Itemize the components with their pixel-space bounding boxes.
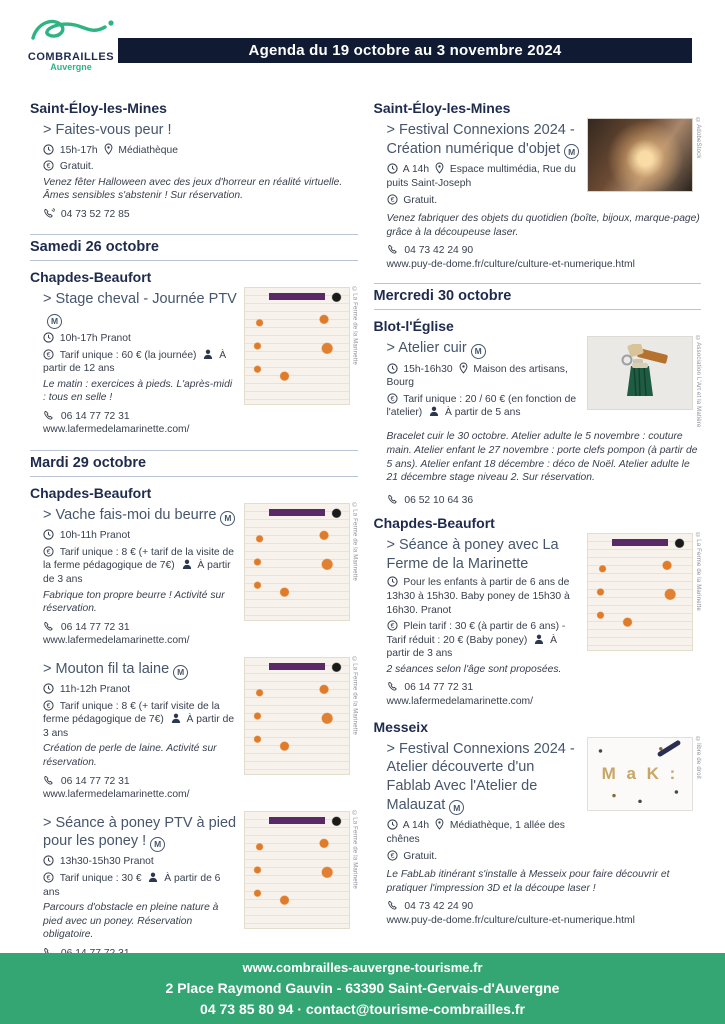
city-heading: Chapdes-Beaufort <box>30 269 152 286</box>
event-description: 2 séances selon l'âge sont proposées. <box>386 663 562 675</box>
phone-number: 04 73 42 24 90 <box>404 901 474 913</box>
event-text <box>43 118 358 223</box>
event-text <box>387 118 582 209</box>
event-vache-beurre <box>30 503 358 650</box>
ferme-marinette-flyer-image <box>244 811 350 929</box>
m-circle-icon: M <box>220 511 235 526</box>
logo-squiggle-icon <box>25 35 117 52</box>
m-circle-icon: M <box>173 665 188 680</box>
price-text: Tarif unique : 8 € (+ tarif de la visite de la ferme pédagogique de 7€) <box>43 546 234 572</box>
euro-icon <box>43 160 54 171</box>
price-line <box>43 546 238 587</box>
phone-number: 06 14 77 72 31 <box>60 410 130 422</box>
footer-banner <box>0 953 725 1024</box>
event-image-block <box>587 118 701 209</box>
price-text: Gratuit. <box>403 850 438 862</box>
phone-line <box>43 775 238 802</box>
event-title-text: > Faites-vous peur ! <box>43 122 172 138</box>
event-title-text: > Festival Connexions 2024 - Atelier découverte d'un Fablab Avec l'Atelier de Malauzat <box>386 740 575 813</box>
phone-line <box>387 900 702 927</box>
clock-icon <box>387 363 398 374</box>
price-line <box>387 393 582 420</box>
time-text: 10h-17h Pranot <box>59 332 131 344</box>
age-text: À partir de 6 ans <box>43 873 221 898</box>
age-text: À partir de 12 ans <box>43 349 227 375</box>
euro-icon <box>387 620 398 631</box>
footer-website[interactable]: www.combrailles-auvergne-tourisme.fr <box>242 960 483 975</box>
location-pin-icon <box>104 143 113 155</box>
laser-cutting-photo <box>587 118 693 192</box>
website-link[interactable]: www.lafermedelamarinette.com/ <box>43 424 190 436</box>
time-text: 11h-12h Pranot <box>59 684 131 696</box>
photo-text: M a K : <box>601 763 679 783</box>
event-title-text: > Mouton fil ta laine <box>43 661 170 678</box>
website-link[interactable]: www.puy-de-dome.fr/culture/culture-et-numerique.html <box>386 258 635 270</box>
footer-contact[interactable]: 04 73 85 80 94 · contact@tourisme-combrailles.fr <box>200 1001 525 1017</box>
event-stage-cheval <box>30 287 358 439</box>
euro-icon <box>387 194 398 205</box>
date-header-mercredi-30: Mercredi 30 octobre <box>374 283 702 310</box>
phone-line <box>43 208 358 222</box>
image-credit: ©La Ferme de la Marinette <box>695 533 701 612</box>
phone-line <box>43 621 238 648</box>
make-letters-photo <box>587 737 693 811</box>
time-text: 13h30-15h30 Pranot <box>59 856 154 868</box>
image-credit: ©AdobeStock <box>695 118 701 159</box>
time-line <box>43 855 238 869</box>
place-text: Médiathèque <box>118 144 178 156</box>
event-image-block <box>244 287 358 439</box>
phone-number: 06 52 10 64 36 <box>404 494 474 506</box>
agenda-content <box>30 92 701 983</box>
euro-icon <box>387 850 398 861</box>
phone-icon <box>43 775 55 786</box>
city-heading: Blot-l'Église <box>373 317 454 334</box>
event-image-block <box>587 533 701 711</box>
event-fablab-messeix <box>374 737 702 865</box>
event-atelier-cuir <box>374 336 702 428</box>
website-link[interactable]: www.puy-de-dome.fr/culture/culture-et-numerique.html <box>386 914 635 926</box>
agenda-title: Agenda du 19 octobre au 3 novembre 2024 <box>248 42 562 59</box>
euro-icon <box>43 700 54 711</box>
event-title <box>387 536 582 573</box>
person-icon <box>534 634 544 645</box>
event-image-block <box>244 657 358 804</box>
event-description: Création de perle de laine. Activité sur réservation. <box>43 743 217 768</box>
event-mouton-laine <box>30 657 358 804</box>
photo-decor <box>657 739 682 757</box>
clock-icon <box>387 819 398 830</box>
location-pin-icon <box>435 162 444 174</box>
event-title-text: > Atelier cuir <box>386 339 467 356</box>
logo-title: COMBRAILLES <box>27 51 115 63</box>
location-pin-icon <box>435 818 444 830</box>
price-text: Plein tarif : 30 € (à partir de 6 ans) - Tarif réduit : 20 € (Baby poney) <box>386 621 566 646</box>
image-credit: ©La Ferme de la Marinette <box>351 503 358 582</box>
phone-icon <box>43 621 55 632</box>
right-column <box>374 92 702 983</box>
euro-icon <box>43 872 54 883</box>
time-line <box>43 529 238 543</box>
event-description: Fabrique ton propre beurre ! Activité sur réservation. <box>43 589 225 615</box>
svg-text:€: € <box>46 351 51 359</box>
event-description: Le FabLab itinérant s'installe à Messeix pour faire découvrir et pratiquer l'impression 3D et la découpe laser ! <box>386 869 670 894</box>
age-text: À partir de 3 ans <box>43 560 231 585</box>
phone-number: 06 14 77 72 31 <box>60 775 130 787</box>
person-icon <box>203 349 213 360</box>
clock-icon <box>387 576 398 587</box>
date-header-samedi-26: Samedi 26 octobre <box>30 234 358 261</box>
event-seance-poney-marinette <box>374 533 702 711</box>
event-title <box>43 121 358 140</box>
event-title-text: > Séance à poney avec La Ferme de la Marinette <box>386 537 559 572</box>
event-text <box>43 657 238 804</box>
svg-text:€: € <box>390 395 394 403</box>
svg-text:€: € <box>46 548 51 556</box>
price-line <box>43 700 238 741</box>
website-link[interactable]: www.lafermedelamarinette.com/ <box>386 696 533 708</box>
price-line <box>43 160 358 174</box>
logo-subtitle: Auvergne <box>50 62 92 72</box>
event-title <box>43 506 238 526</box>
event-image-block <box>244 503 358 650</box>
m-circle-icon: M <box>47 314 62 329</box>
person-icon <box>148 872 158 883</box>
event-atelier-cuir-extra <box>374 430 702 507</box>
event-image-block <box>587 336 701 428</box>
m-circle-icon: M <box>150 837 165 852</box>
svg-text:€: € <box>46 702 51 710</box>
phone-number: 06 14 77 72 31 <box>60 621 130 633</box>
image-credit: ©La Ferme de la Marinette <box>351 287 358 366</box>
time-text: 10h-11h Pranot <box>59 530 131 542</box>
agenda-title-banner <box>118 38 692 63</box>
svg-text:€: € <box>390 196 394 204</box>
person-icon <box>171 713 181 724</box>
age-text: À partir de 5 ans <box>444 407 521 419</box>
m-circle-icon: M <box>449 800 464 815</box>
m-circle-icon: M <box>471 344 486 359</box>
clock-icon <box>43 144 54 155</box>
event-description: Bracelet cuir le 30 octobre. Atelier adulte le 5 novembre : couture main. Atelier enfant le 27 novembre : porte clefs pompon (à partir de 5 ans). Atelier enfant 18 décembre : déco de Noël. Atelier adulte le 21 décembre stage niveau 2. Sur réservation. <box>386 431 698 484</box>
city-heading: Saint-Éloy-les-Mines <box>373 100 511 116</box>
price-line <box>43 872 238 899</box>
event-title <box>43 814 238 852</box>
location-pin-icon <box>459 362 468 374</box>
image-credit: ©La Ferme de la Marinette <box>351 810 358 889</box>
event-text <box>387 336 582 428</box>
time-line <box>387 576 582 617</box>
price-text: Tarif unique : 20 / 60 € (en fonction de l'atelier) <box>386 393 577 419</box>
time-text: 15h-17h <box>59 144 98 156</box>
age-text: À partir de 3 ans <box>386 634 557 660</box>
price-text: Tarif unique : 60 € (la journée) <box>59 349 197 361</box>
place-text: Médiathèque, 1 allée des chênes <box>386 820 565 846</box>
city-heading: Chapdes-Beaufort <box>373 515 495 532</box>
age-text: À partir de 3 ans <box>43 714 235 739</box>
phone-line <box>387 244 702 271</box>
price-text: Tarif unique : 30 € <box>59 873 142 884</box>
event-title-text: > Séance à poney PTV à pied pour les poney ! <box>43 814 237 850</box>
price-text: Tarif unique : 8 € (+ tarif visite de la ferme pédagogique de 7€) <box>43 700 220 726</box>
clock-icon <box>387 163 398 174</box>
city-heading: Saint-Éloy-les-Mines <box>30 100 167 116</box>
image-credit: ©La Ferme de la Marinette <box>351 657 358 736</box>
event-fablab-extra <box>374 868 702 928</box>
svg-text:€: € <box>390 623 394 631</box>
leather-tassel-photo <box>587 336 693 410</box>
clock-icon <box>43 529 54 540</box>
price-line <box>387 194 582 208</box>
clock-icon <box>43 332 54 343</box>
time-place-line <box>43 143 358 158</box>
time-place-line <box>387 362 582 390</box>
event-text <box>43 811 238 976</box>
phone-icon <box>387 900 399 911</box>
event-title-text: > Festival Connexions 2024 - Création numérique d'objet <box>386 122 575 157</box>
price-line <box>387 620 582 661</box>
price-line <box>387 850 582 864</box>
date-header-mardi-29: Mardi 29 octobre <box>30 450 358 477</box>
time-line <box>43 683 238 697</box>
website-link[interactable]: www.lafermedelamarinette.com/ <box>43 789 190 801</box>
person-icon <box>182 559 192 570</box>
time-text: 15h-16h30 <box>403 363 453 375</box>
event-title-text: > Vache fais-moi du beurre <box>43 507 217 524</box>
ferme-marinette-flyer-image <box>244 657 350 775</box>
ferme-marinette-flyer-image <box>587 533 693 651</box>
image-credit: ©libre de droit <box>695 736 701 779</box>
event-title <box>43 660 238 680</box>
event-description: Venez fabriquer des objets du quotidien (boîte, bijoux, marque-page) grâce à la découpeuse laser. <box>386 213 700 238</box>
place-text: Espace multimédia, Rue du puits Saint-Joseph <box>386 164 576 190</box>
phone-line <box>43 410 238 437</box>
event-text <box>387 533 582 711</box>
svg-text:€: € <box>46 874 51 882</box>
image-credit: ©Association L'Art et la Matière <box>695 335 701 428</box>
price-text: Gratuit. <box>403 194 438 206</box>
svg-text:€: € <box>46 163 51 171</box>
website-link[interactable]: www.lafermedelamarinette.com/ <box>43 635 190 647</box>
event-title <box>43 290 238 328</box>
event-description: Venez fêter Halloween avec des jeux d'horreur en réalité virtuelle. Âmes sensibles s'abstenir ! Sur réservation. <box>43 176 343 202</box>
event-text <box>43 287 238 439</box>
phone-number: 04 73 42 24 90 <box>404 245 474 257</box>
clock-icon <box>43 683 54 694</box>
phone-icon <box>43 208 55 219</box>
euro-icon <box>43 546 54 557</box>
phone-line <box>387 681 582 708</box>
city-heading: Chapdes-Beaufort <box>30 485 152 502</box>
event-title <box>387 339 582 359</box>
phone-icon <box>387 244 399 255</box>
event-text <box>387 737 582 865</box>
phone-icon <box>43 410 55 421</box>
event-text <box>43 503 238 650</box>
euro-icon <box>387 393 398 404</box>
time-line <box>43 332 238 346</box>
clock-icon <box>43 855 54 866</box>
event-festival-connexions-creation <box>374 118 702 209</box>
place-text: Maison des artisans, Bourg <box>386 363 568 389</box>
phone-icon <box>387 681 399 692</box>
combrailles-logo <box>16 12 126 72</box>
time-text: A 14h <box>402 164 430 176</box>
svg-text:€: € <box>390 852 394 860</box>
event-title-text: > Stage cheval - Journée PTV <box>43 291 237 308</box>
phone-number: 04 73 52 72 85 <box>60 208 130 220</box>
left-column <box>30 92 358 983</box>
price-text: Gratuit. <box>59 161 94 173</box>
event-image-block <box>244 811 358 976</box>
phone-line <box>387 494 702 508</box>
time-place-line <box>387 162 582 190</box>
euro-icon <box>43 349 54 360</box>
event-description: Le matin : exercices à pieds. L'après-midi : tous en selle ! <box>43 378 233 404</box>
person-icon <box>429 406 439 417</box>
ferme-marinette-flyer-image <box>244 503 350 621</box>
time-place-line <box>387 818 582 846</box>
event-image-block <box>587 737 701 865</box>
m-circle-icon: M <box>564 144 579 159</box>
event-description: Parcours d'obstacle en pleine nature à pied avec un poney. Réservation obligatoire. <box>43 902 219 941</box>
price-line <box>43 349 238 376</box>
event-title <box>387 121 582 159</box>
event-festival-connexions-extra <box>374 212 702 272</box>
phone-number: 06 14 77 72 31 <box>404 682 474 694</box>
footer-address: 2 Place Raymond Gauvin - 63390 Saint-Gervais-d'Auvergne <box>165 980 560 996</box>
event-faites-vous-peur <box>30 118 358 223</box>
city-heading: Messeix <box>373 718 428 735</box>
ferme-marinette-flyer-image <box>244 287 350 405</box>
event-title <box>387 740 582 816</box>
event-poney-ptv <box>30 811 358 976</box>
time-text: Pour les enfants à partir de 6 ans de 13h30 à 15h30. Baby poney de 15h30 à 16h30. Pranot <box>386 577 570 616</box>
phone-icon <box>387 494 399 505</box>
time-text: A 14h <box>402 820 430 832</box>
